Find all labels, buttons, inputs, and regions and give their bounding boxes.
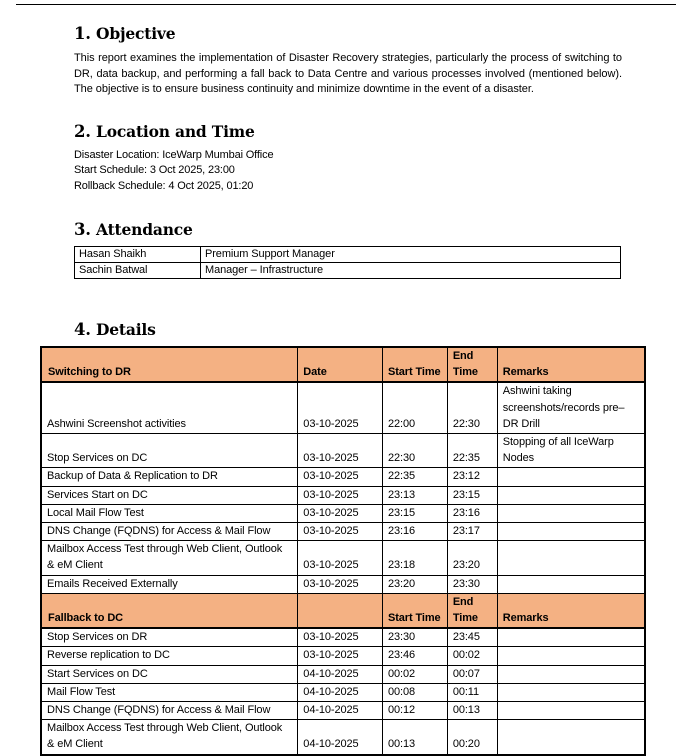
start-time-cell: 00:13 — [382, 720, 447, 755]
table-row — [41, 382, 645, 433]
task-cell: DNS Change (FQDNS) for Access & Mail Flow — [41, 702, 298, 720]
task-cell: Mailbox Access Test through Web Client, Outlook & eM Client — [41, 720, 298, 755]
location-time-info — [74, 148, 273, 194]
start-time-cell: 22:35 — [382, 468, 447, 486]
section-title: Location and Time — [96, 122, 255, 141]
task-cell: Stop Services on DC — [41, 434, 298, 468]
task-cell: Emails Received Externally — [41, 575, 298, 593]
end-time-cell: 23:15 — [447, 486, 497, 504]
remarks-cell: Ashwini taking screenshots/records pre–DR Drill — [497, 382, 645, 433]
section-number: 1. — [74, 24, 91, 43]
start-time-cell: 00:12 — [382, 702, 447, 720]
remarks-cell — [497, 504, 645, 522]
section-heading-objective — [74, 24, 175, 43]
table-row — [41, 541, 645, 575]
end-time-cell: 00:02 — [447, 647, 497, 665]
table-row — [41, 523, 645, 541]
start-schedule: Start Schedule: 3 Oct 2025, 23:00 — [74, 164, 235, 177]
column-header-start-time: Start Time — [382, 347, 447, 382]
end-time-cell: 23:20 — [447, 541, 497, 575]
start-time-cell: 22:30 — [382, 434, 447, 468]
end-time-cell: 23:17 — [447, 523, 497, 541]
column-header-end-time: End Time — [447, 593, 497, 628]
start-time-cell: 00:08 — [382, 683, 447, 701]
task-cell: Mailbox Access Test through Web Client, Outlook & eM Client — [41, 541, 298, 575]
task-cell: DNS Change (FQDNS) for Access & Mail Flow — [41, 523, 298, 541]
remarks-cell — [497, 575, 645, 593]
attendance-row — [75, 263, 621, 279]
start-time-cell: 23:46 — [382, 647, 447, 665]
section-heading-details — [74, 320, 156, 339]
start-time-cell: 00:02 — [382, 665, 447, 683]
date-cell: 03-10-2025 — [298, 628, 383, 647]
end-time-cell: 00:13 — [447, 702, 497, 720]
column-header-date — [298, 593, 383, 628]
fallback-section-label: Fallback to DC — [41, 593, 298, 628]
section-title: Objective — [96, 24, 176, 43]
task-cell: Ashwini Screenshot activities — [41, 382, 298, 433]
table-row — [41, 486, 645, 504]
table-row — [41, 720, 645, 755]
date-cell: 03-10-2025 — [298, 647, 383, 665]
remarks-cell: Stopping of all IceWarp Nodes — [497, 434, 645, 468]
column-header-remarks: Remarks — [497, 347, 645, 382]
remarks-cell — [497, 720, 645, 755]
remarks-cell — [497, 486, 645, 504]
date-cell: 04-10-2025 — [298, 702, 383, 720]
date-cell: 03-10-2025 — [298, 575, 383, 593]
end-time-cell: 23:16 — [447, 504, 497, 522]
attendee-role: Manager – Infrastructure — [201, 263, 621, 279]
table-row — [41, 628, 645, 647]
attendee-role: Premium Support Manager — [201, 247, 621, 263]
date-cell: 03-10-2025 — [298, 468, 383, 486]
attendance-table — [74, 246, 621, 279]
section-title: Attendance — [96, 220, 193, 239]
remarks-cell — [497, 541, 645, 575]
remarks-cell — [497, 702, 645, 720]
task-cell: Services Start on DC — [41, 486, 298, 504]
task-cell: Start Services on DC — [41, 665, 298, 683]
table-row — [41, 575, 645, 593]
remarks-cell — [497, 647, 645, 665]
date-cell: 04-10-2025 — [298, 720, 383, 755]
end-time-cell: 22:35 — [447, 434, 497, 468]
rollback-schedule: Rollback Schedule: 4 Oct 2025, 01:20 — [74, 179, 254, 192]
date-cell: 03-10-2025 — [298, 434, 383, 468]
table-row — [41, 647, 645, 665]
start-time-cell: 23:16 — [382, 523, 447, 541]
end-time-cell: 00:07 — [447, 665, 497, 683]
section-heading-location-time — [74, 122, 255, 141]
table-row — [41, 504, 645, 522]
attendee-name: Sachin Batwal — [75, 263, 201, 279]
task-cell: Local Mail Flow Test — [41, 504, 298, 522]
end-time-cell: 00:11 — [447, 683, 497, 701]
objective-paragraph: This report examines the implementation of Disaster Recovery strategies, particularly the process of switching to DR, data backup, and performing a fall back to Data Centre and various processes involved (mentioned below). The objective is to ensure business continuity and minimize downtime in the event of a disaster. — [74, 52, 622, 96]
end-time-cell: 00:20 — [447, 720, 497, 755]
task-cell: Reverse replication to DC — [41, 647, 298, 665]
start-time-cell: 23:15 — [382, 504, 447, 522]
date-cell: 03-10-2025 — [298, 504, 383, 522]
fallback-header-row — [41, 593, 645, 628]
column-header-date: Date — [298, 347, 383, 382]
start-time-cell: 22:00 — [382, 382, 447, 433]
remarks-cell — [497, 683, 645, 701]
date-cell: 04-10-2025 — [298, 683, 383, 701]
task-cell: Backup of Data & Replication to DR — [41, 468, 298, 486]
date-cell: 03-10-2025 — [298, 486, 383, 504]
section-heading-attendance — [74, 220, 193, 239]
table-row — [41, 434, 645, 468]
details-table — [40, 346, 646, 756]
column-header-start-time: Start Time — [382, 593, 447, 628]
remarks-cell — [497, 523, 645, 541]
start-time-cell: 23:18 — [382, 541, 447, 575]
end-time-cell: 23:12 — [447, 468, 497, 486]
start-time-cell: 23:13 — [382, 486, 447, 504]
date-cell: 04-10-2025 — [298, 665, 383, 683]
table-row — [41, 702, 645, 720]
table-row — [41, 468, 645, 486]
section-number: 2. — [74, 122, 91, 141]
remarks-cell — [497, 628, 645, 647]
column-header-remarks: Remarks — [497, 593, 645, 628]
attendance-row — [75, 247, 621, 263]
date-cell: 03-10-2025 — [298, 382, 383, 433]
column-header-end-time: End Time — [447, 347, 497, 382]
switching-section-label: Switching to DR — [41, 347, 298, 382]
date-cell: 03-10-2025 — [298, 541, 383, 575]
switching-header-row — [41, 347, 645, 382]
attendee-name: Hasan Shaikh — [75, 247, 201, 263]
disaster-location: Disaster Location: IceWarp Mumbai Office — [74, 149, 274, 161]
date-cell: 03-10-2025 — [298, 523, 383, 541]
table-row — [41, 665, 645, 683]
end-time-cell: 22:30 — [447, 382, 497, 433]
task-cell: Mail Flow Test — [41, 683, 298, 701]
header-rule — [16, 4, 676, 5]
remarks-cell — [497, 468, 645, 486]
section-number: 4. — [74, 320, 91, 339]
end-time-cell: 23:45 — [447, 628, 497, 647]
section-number: 3. — [74, 220, 91, 239]
section-title: Details — [96, 320, 156, 339]
end-time-cell: 23:30 — [447, 575, 497, 593]
task-cell: Stop Services on DR — [41, 628, 298, 647]
table-row — [41, 683, 645, 701]
start-time-cell: 23:30 — [382, 628, 447, 647]
remarks-cell — [497, 665, 645, 683]
start-time-cell: 23:20 — [382, 575, 447, 593]
